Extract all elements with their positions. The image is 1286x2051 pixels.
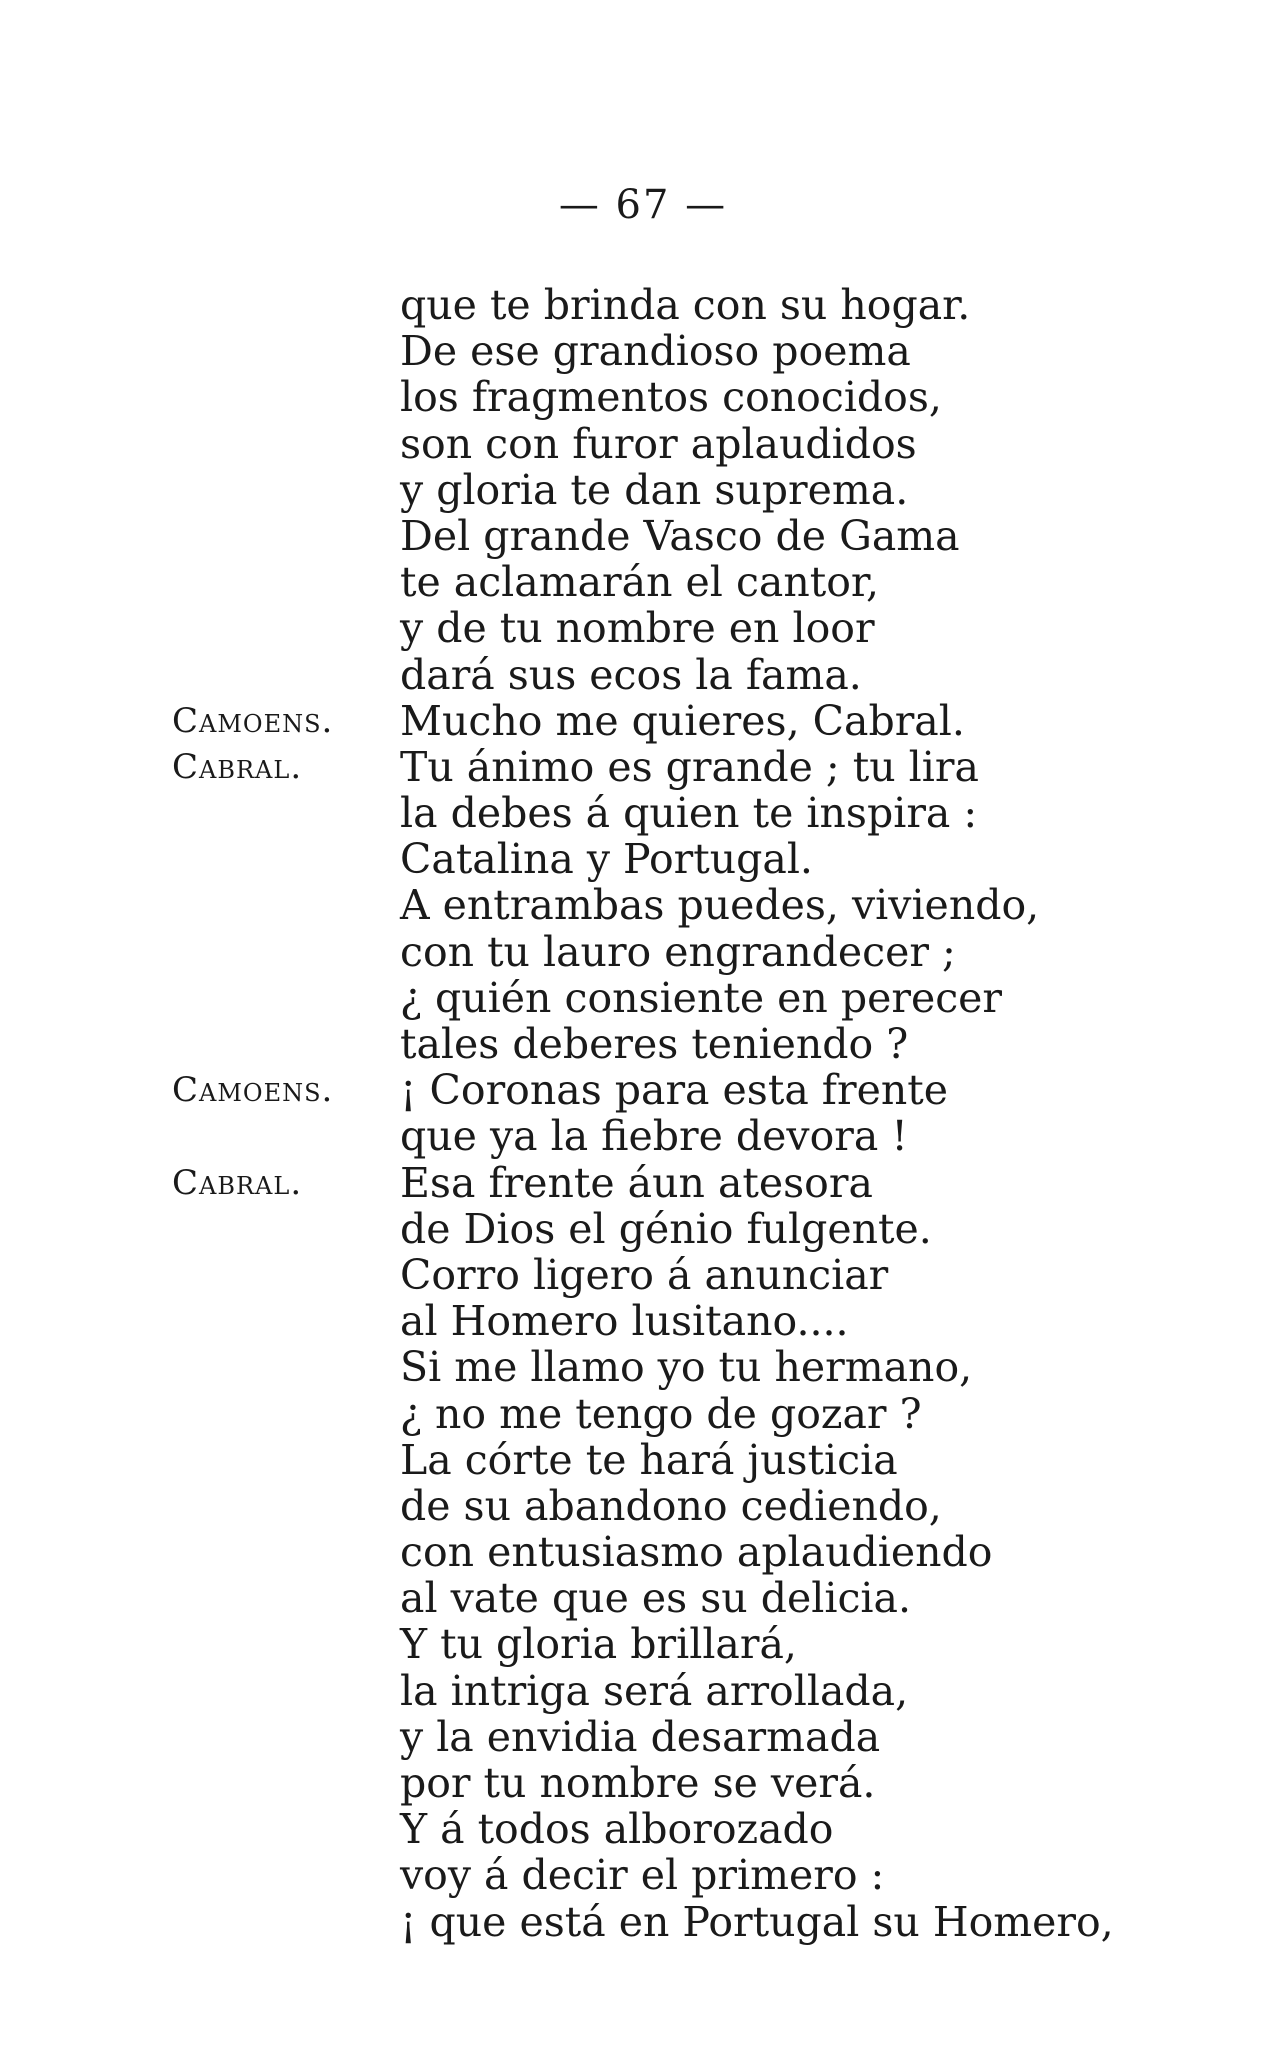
verse-line: [172, 1437, 1222, 1483]
speaker-name: Camoens.: [172, 1070, 334, 1111]
verse-line: [172, 1483, 1222, 1529]
verse-line: [172, 467, 1222, 513]
verse-text: tales deberes teniendo ?: [400, 1020, 909, 1068]
verse-text: y de tu nombre en loor: [400, 604, 875, 653]
verse-line: [172, 836, 1222, 882]
verse-line: [172, 975, 1222, 1021]
verse-text: ¡ que está en Portugal su Homero,: [400, 1897, 1114, 1946]
verse-text: ¿ no me tengo de gozar ?: [400, 1389, 922, 1438]
verse-line: [172, 1067, 1222, 1113]
verse-text: con entusiasmo aplaudiendo: [400, 1528, 993, 1577]
verse-line: [172, 790, 1222, 836]
verse-line: [172, 374, 1222, 420]
verse-text: Del grande Vasco de Gama: [400, 511, 960, 560]
verse-line: [172, 1298, 1222, 1344]
speaker-name: Cabral.: [172, 1162, 303, 1203]
verse-text: Tu ánimo es grande ; tu lira: [400, 742, 979, 791]
verse-line: [172, 1206, 1222, 1252]
verse-line: [172, 1899, 1222, 1945]
verse-line: [172, 1160, 1222, 1206]
verse-line: [172, 698, 1222, 744]
verse-text: Catalina y Portugal.: [400, 835, 813, 884]
verse-line: [172, 605, 1222, 651]
verse-text: al vate que es su delicia.: [400, 1574, 912, 1623]
verse-line: [172, 1529, 1222, 1575]
verse-line: [172, 1113, 1222, 1159]
verse-line: [172, 1252, 1222, 1298]
verse-text: Esa frente áun atesora: [400, 1158, 873, 1207]
verse-text: al Homero lusitano....: [400, 1297, 849, 1346]
verse-text: y la envidia desarmada: [400, 1712, 881, 1761]
verse-text: que te brinda con su hogar.: [400, 281, 971, 329]
verse-text: la intriga será arrollada,: [400, 1666, 909, 1715]
verse-text: te aclamarán el cantor,: [400, 558, 880, 607]
verse-text: De ese grandioso poema: [400, 327, 911, 376]
verse-line: [172, 1575, 1222, 1621]
verse-text: Y tu gloria brillará,: [400, 1620, 797, 1669]
verse-line: [172, 1714, 1222, 1760]
verse-text: Si me llamo yo tu hermano,: [400, 1343, 973, 1392]
verse-text: Mucho me quieres, Cabral.: [400, 696, 965, 745]
verse-text: Corro ligero á anunciar: [400, 1250, 889, 1299]
verse-text: los fragmentos conocidos,: [400, 373, 942, 422]
verse-line: [172, 1021, 1222, 1067]
verse-text: y gloria te dan suprema.: [400, 465, 909, 514]
verse-line: [172, 559, 1222, 605]
speaker-name: Cabral.: [172, 746, 303, 787]
verse-line: [172, 1668, 1222, 1714]
verse-line: [172, 328, 1222, 374]
verse-line: [172, 882, 1222, 928]
verse-line: [172, 652, 1222, 698]
verse-text: voy á decir el primero :: [400, 1851, 885, 1900]
verse-text: A entrambas puedes, viviendo,: [400, 881, 1040, 930]
verse-line: [172, 929, 1222, 975]
verse-text: por tu nombre se verá.: [400, 1759, 876, 1807]
verse-text: dará sus ecos la fama.: [400, 650, 862, 699]
verse-line: [172, 744, 1222, 790]
verse-line: [172, 1621, 1222, 1667]
verse-line: [172, 282, 1222, 328]
verse-line: [172, 1852, 1222, 1898]
verse-text: de Dios el génio fulgente.: [400, 1204, 932, 1253]
verse-text: con tu lauro engrandecer ;: [400, 927, 956, 976]
verse-line: [172, 1391, 1222, 1437]
verse-text: son con furor aplaudidos: [400, 419, 917, 468]
verse-block: [172, 282, 1222, 1945]
verse-text: ¿ quién consiente en perecer: [400, 973, 1003, 1022]
verse-line: [172, 1806, 1222, 1852]
verse-line: [172, 1344, 1222, 1390]
speaker-name: Camoens.: [172, 700, 334, 741]
verse-text: La córte te hará justicia: [400, 1435, 898, 1484]
verse-text: la debes á quien te inspira :: [400, 789, 978, 838]
verse-text: de su abandono cediendo,: [400, 1481, 942, 1530]
page-number: — 67 —: [558, 182, 728, 228]
verse-line: [172, 1760, 1222, 1806]
verse-line: [172, 513, 1222, 559]
verse-line: [172, 421, 1222, 467]
verse-text: que ya la fiebre devora !: [400, 1112, 908, 1161]
verse-text: ¡ Coronas para esta frente: [400, 1066, 948, 1115]
verse-text: Y á todos alborozado: [400, 1805, 834, 1854]
